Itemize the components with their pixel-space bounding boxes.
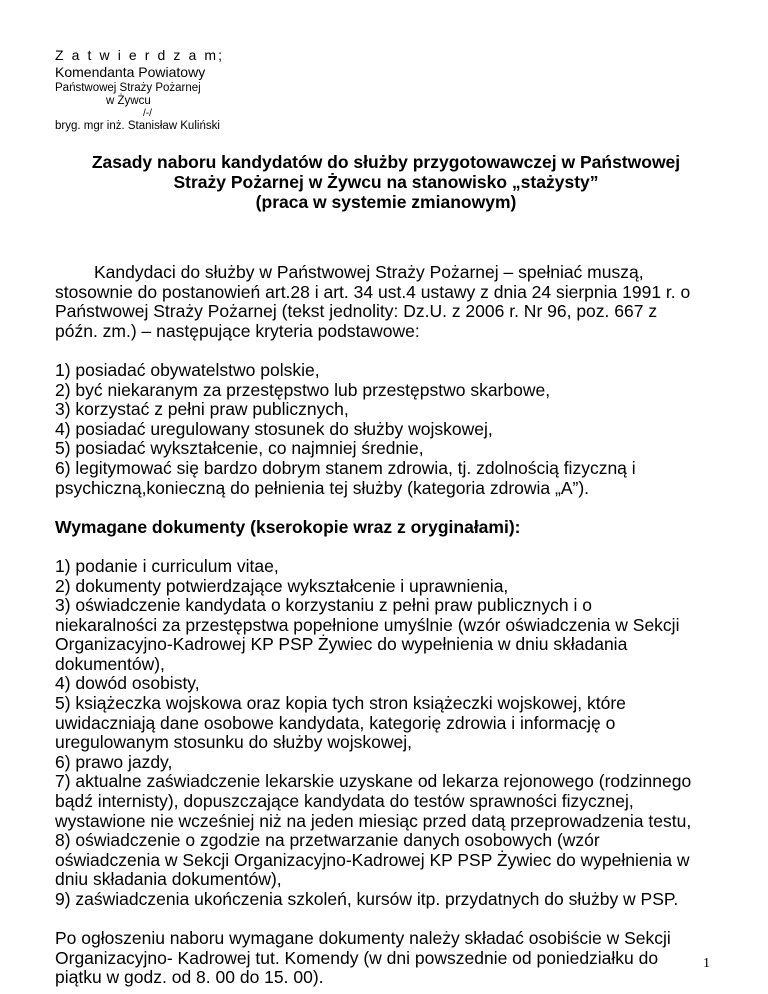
list-item: 4) posiadać uregulowany stosunek do służby wojskowej,	[55, 418, 493, 439]
title-line: (praca w systemie zmianowym)	[255, 192, 517, 212]
list-item: 5) książeczka wojskowa oraz kopia tych stron książeczki wojskowej, które	[55, 693, 626, 714]
documents-list	[55, 557, 725, 910]
approval-line: w Żywcu	[106, 95, 151, 107]
document-body	[55, 263, 725, 988]
list-item: dokumentów),	[55, 653, 165, 674]
title-line: Zasady naboru kandydatów do służby przygotowawczej w Państwowej	[91, 152, 681, 172]
approval-signatory: bryg. mgr inż. Stanisław Kuliński	[55, 120, 220, 132]
list-item: psychiczną,konieczną do pełnienia tej służby (kategoria zdrowia „A”).	[55, 477, 590, 498]
list-item: oświadczenia w Sekcji Organizacyjno-Kadrowej KP PSP Żywiec do wypełnienia w	[55, 849, 690, 870]
list-item: 1) posiadać obywatelstwo polskie,	[55, 359, 320, 380]
closing-line: Po ogłoszeniu naboru wymagane dokumenty należy składać osobiście w Sekcji	[55, 928, 671, 949]
page-number: 1	[703, 956, 710, 971]
criteria-list	[55, 361, 725, 498]
intro-line: Państwowej Straży Pożarnej (tekst jednolity: Dz.U. z 2006 r. Nr 96, poz. 667 z	[55, 301, 658, 322]
intro-line: późn. zm.) – następujące kryteria podstawowe:	[55, 320, 420, 341]
closing-paragraph	[55, 929, 725, 988]
list-item: 9) zaświadczenia ukończenia szkoleń, kursów itp. przydatnych do służby w PSP.	[55, 889, 679, 909]
intro-paragraph	[55, 263, 725, 341]
list-item: 2) dokumenty potwierdzające wykształcenie i uprawnienia,	[55, 575, 509, 596]
intro-line: stosownie do postanowień art.28 i art. 34 ust.4 ustawy z dnia 24 sierpnia 1991 r. o	[55, 281, 691, 302]
list-item: wystawione nie wcześniej niż na jeden miesiąc przed datą przeprowadzenia testu,	[55, 810, 692, 831]
approval-line: Komendanta Powiatowy	[55, 64, 206, 80]
approval-line: Państwowej Straży Pożarnej	[55, 82, 201, 94]
list-item: 8) oświadczenie o zgodzie na przetwarzanie danych osobowych (wzór	[55, 830, 600, 851]
title-line: Straży Pożarnej w Żywcu na stanowisko „stażysty”	[173, 172, 599, 192]
document-title	[55, 152, 717, 212]
list-item: Organizacyjno-Kadrowej KP PSP Żywiec do wypełnienia w dniu składania	[55, 634, 628, 655]
list-item: bądź internisty), dopuszczające kandydata do testów sprawności fizycznej,	[55, 791, 634, 812]
list-item: 3) korzystać z pełni praw publicznych,	[55, 399, 349, 420]
list-item: 3) oświadczenie kandydata o korzystaniu z pełni praw publicznych i o	[55, 595, 592, 616]
closing-line: Organizacyjno- Kadrowej tut. Komendy (w dni powszednie od poniedziałku do	[55, 947, 659, 968]
list-item: uregulowanym stosunku do służby wojskowej,	[55, 732, 412, 753]
list-item: niekaralności za przestępstwa popełnione umyślnie (wzór oświadczenia w Sekcji	[55, 614, 680, 635]
list-item: 1) podanie i curriculum vitae,	[55, 555, 279, 576]
closing-line: piątku w godz. od 8. 00 do 15. 00).	[55, 967, 324, 988]
list-item: 5) posiadać wykształcenie, co najmniej średnie,	[55, 438, 424, 459]
list-item: 7) aktualne zaświadczenie lekarskie uzyskane od lekarza rejonowego (rodzinnego	[55, 771, 692, 792]
list-item: 4) dowód osobisty,	[55, 673, 200, 694]
approval-line: Z a t w i e r d z a m;	[55, 47, 225, 63]
intro-line: Kandydaci do służby w Państwowej Straży Pożarnej – spełniać muszą,	[94, 262, 644, 282]
approval-line: /-/	[143, 108, 152, 119]
list-item: uwidaczniają dane osobowe kandydata, kategorię zdrowia i informację o	[55, 712, 616, 733]
list-item: 6) legitymować się bardzo dobrym stanem zdrowia, tj. zdolnością fizyczną i	[55, 457, 636, 478]
approval-stamp	[55, 47, 224, 133]
list-item: 6) prawo jazdy,	[55, 751, 173, 772]
documents-heading: Wymagane dokumenty (kserokopie wraz z oryginałami):	[55, 516, 521, 537]
list-item: 2) być niekaranym za przestępstwo lub przestępstwo skarbowe,	[55, 379, 551, 400]
list-item: dniu składania dokumentów),	[55, 869, 282, 890]
